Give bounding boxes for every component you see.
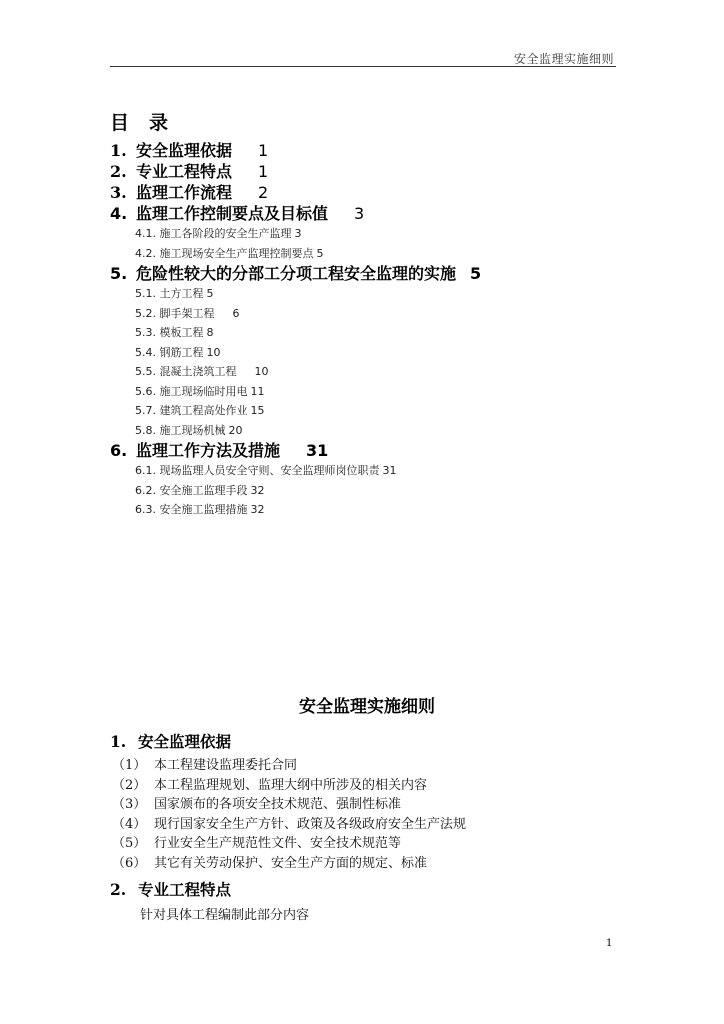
list-item-index: （6）: [112, 855, 147, 871]
header-divider: [110, 66, 616, 68]
toc-entry-number: 3.: [110, 183, 127, 202]
toc-entry-page: 6: [232, 306, 240, 320]
toc-entry-number: 5.1.: [135, 287, 156, 300]
toc-entry-number: 5.7.: [135, 404, 156, 417]
toc-entry-number: 6.1.: [135, 464, 156, 477]
toc-entry-label: 钢筋工程: [159, 345, 204, 359]
list-item-text: 国家颁布的各项安全技术规范、强制性标准: [154, 797, 402, 812]
toc-entry-page: 3: [354, 204, 365, 223]
toc-entry-number: 5.: [110, 264, 128, 283]
toc-entry-page: 1: [258, 141, 269, 160]
toc-entry-number: 4.1.: [135, 227, 156, 240]
list-item-text: 本工程监理规划、监理大纲中所涉及的相关内容: [154, 777, 428, 793]
toc-entry-number: 4.2.: [135, 246, 156, 260]
list-item-index: （4）: [112, 816, 147, 832]
list-item-text: 其它有关劳动保护、安全生产方面的规定、标准: [154, 855, 428, 871]
toc-entry-label: 混凝土浇筑工程: [159, 365, 237, 378]
toc-entry-label: 建筑工程高处作业: [159, 404, 248, 417]
running-header: 安全监理实施细则: [513, 52, 614, 66]
toc-entry-5[interactable]: [110, 263, 630, 284]
toc-entry-5-8[interactable]: [110, 421, 630, 441]
toc-entry-label: 监理工作控制要点及目标值: [136, 204, 329, 223]
toc-entry-6-3[interactable]: [110, 500, 630, 520]
toc-entry-page: 5: [470, 264, 482, 283]
toc-entry-3[interactable]: [110, 182, 630, 203]
toc-entry-6[interactable]: [110, 440, 630, 461]
toc-entry-label: 安全施工监理手段: [159, 483, 248, 497]
toc-entry-page: 10: [254, 365, 269, 378]
toc-entry-label: 监理工作方法及措施: [136, 441, 281, 460]
toc-entry-label: 脚手架工程: [159, 306, 215, 320]
toc-entry-page: 5: [316, 246, 324, 260]
section-heading-text: 安全监理依据: [138, 733, 232, 751]
toc-entry-page: 2: [258, 183, 269, 202]
toc-entry-number: 6.: [110, 441, 128, 460]
list-item: [112, 776, 466, 796]
table-of-contents: [110, 140, 630, 520]
toc-entry-5-1[interactable]: [110, 284, 630, 304]
toc-entry-6-2[interactable]: [110, 481, 630, 501]
list-item-index: （2）: [112, 777, 147, 793]
toc-entry-page: 10: [206, 345, 221, 359]
section-number: 1.: [110, 732, 127, 751]
document-title: 安全监理实施细则: [299, 697, 435, 717]
list-item-index: （1）: [112, 758, 147, 773]
toc-entry-page: 20: [228, 423, 243, 437]
toc-title: [110, 108, 168, 135]
toc-entry-page: 31: [306, 441, 329, 460]
toc-entry-number: 5.2.: [135, 306, 156, 320]
toc-entry-number: 6.2.: [135, 483, 156, 497]
toc-entry-5-6[interactable]: [110, 382, 630, 402]
section-2-heading: [110, 878, 231, 900]
toc-entry-4-1[interactable]: [110, 224, 630, 244]
toc-entry-5-7[interactable]: [110, 401, 630, 421]
toc-entry-label: 监理工作流程: [136, 183, 233, 202]
toc-entry-number: 5.5.: [135, 365, 156, 378]
toc-entry-number: 6.3.: [135, 503, 156, 516]
list-item-text: 本工程建设监理委托合同: [154, 758, 298, 773]
toc-entry-2[interactable]: [110, 161, 630, 182]
toc-entry-6-1[interactable]: [110, 461, 630, 481]
toc-entry-label: 模板工程: [159, 326, 204, 339]
toc-entry-page: 31: [382, 464, 397, 477]
toc-entry-label: 危险性较大的分部工分项工程安全监理的实施: [136, 264, 457, 283]
section-number: 2.: [110, 880, 127, 899]
toc-entry-number: 2.: [110, 162, 127, 181]
list-item: [112, 815, 466, 835]
toc-entry-number: 4.: [110, 204, 128, 223]
toc-entry-number: 5.6.: [135, 384, 156, 398]
list-item: [112, 756, 466, 776]
toc-entry-label: 施工现场临时用电: [159, 384, 248, 398]
toc-entry-label: 施工现场机械: [159, 423, 226, 437]
section-heading-text: 专业工程特点: [138, 881, 232, 899]
list-item: [112, 795, 466, 815]
list-item-index: （3）: [112, 797, 147, 812]
list-item: [112, 834, 466, 854]
toc-entry-page: 3: [294, 227, 302, 240]
toc-entry-page: 11: [250, 384, 265, 398]
toc-entry-label: 安全监理依据: [136, 141, 233, 160]
list-item-text: 行业安全生产规范性文件、安全技术规范等: [154, 836, 402, 851]
toc-entry-label: 现场监理人员安全守则、安全监理师岗位职责: [159, 464, 380, 477]
toc-entry-label: 施工现场安全生产监理控制要点: [159, 246, 314, 260]
toc-entry-4-2[interactable]: [110, 244, 630, 264]
toc-entry-5-4[interactable]: [110, 343, 630, 363]
toc-entry-5-5[interactable]: [110, 362, 630, 382]
toc-entry-page: 5: [206, 287, 214, 300]
basis-list: [112, 756, 466, 873]
toc-entry-page: 8: [206, 326, 214, 339]
section-2-body: 针对具体工程编制此部分内容: [140, 908, 310, 923]
toc-entry-page: 1: [258, 162, 269, 181]
toc-entry-number: 5.8.: [135, 423, 156, 437]
toc-entry-5-2[interactable]: [110, 304, 630, 324]
toc-entry-label: 土方工程: [159, 287, 204, 300]
list-item: [112, 854, 466, 874]
toc-entry-number: 5.4.: [135, 345, 156, 359]
toc-entry-number: 1.: [110, 141, 127, 160]
toc-entry-label: 施工各阶段的安全生产监理: [159, 227, 292, 240]
toc-title-char-2: 录: [149, 112, 169, 134]
toc-entry-number: 5.3.: [135, 326, 156, 339]
list-item-text: 现行国家安全生产方针、政策及各级政府安全生产法规: [154, 816, 467, 832]
toc-entry-label: 安全施工监理措施: [159, 503, 248, 516]
toc-entry-page: 32: [250, 483, 265, 497]
page-number: 1: [606, 938, 613, 949]
toc-entry-4[interactable]: [110, 203, 630, 224]
toc-title-char-1: 目: [110, 112, 130, 134]
section-1-heading: [110, 730, 231, 752]
toc-entry-5-3[interactable]: [110, 323, 630, 343]
toc-entry-page: 32: [250, 503, 265, 516]
list-item-index: （5）: [112, 836, 147, 851]
toc-entry-1[interactable]: [110, 140, 630, 161]
toc-entry-label: 专业工程特点: [136, 162, 233, 181]
toc-entry-page: 15: [250, 404, 265, 417]
